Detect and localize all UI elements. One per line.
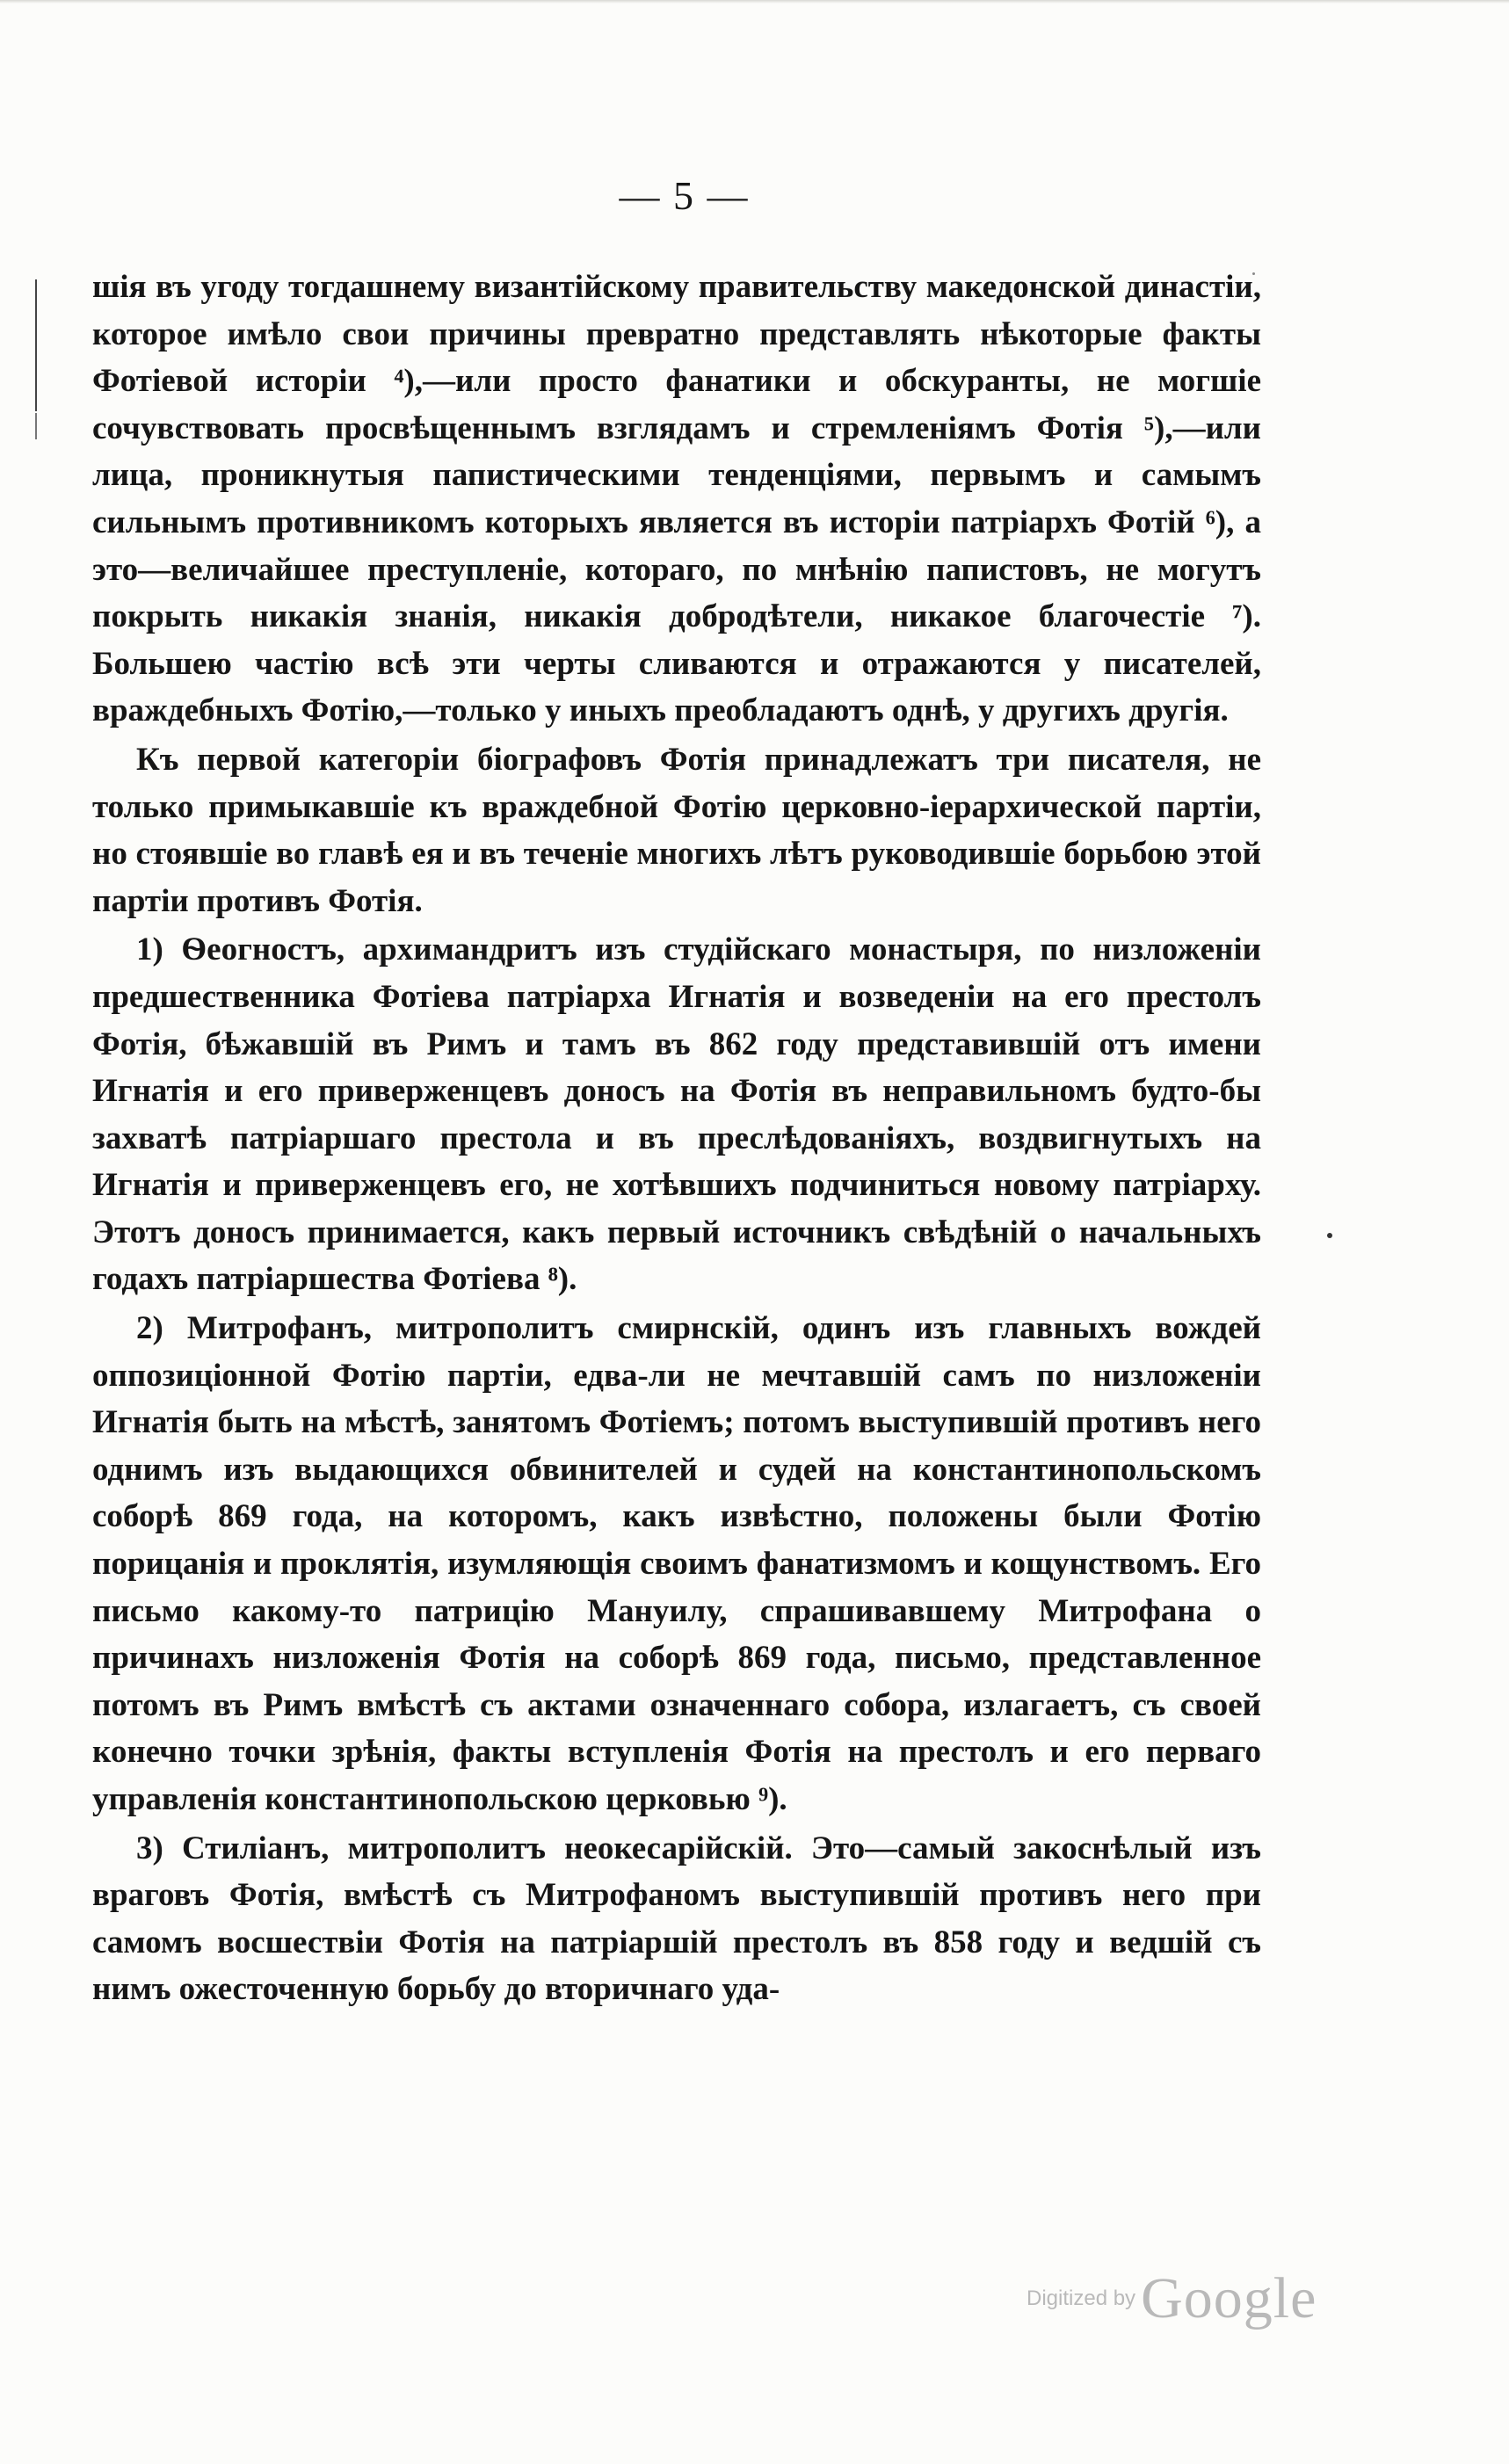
ink-speck: [1327, 1233, 1332, 1238]
paragraph-theognostus: 1) Ѳеогностъ, архимандритъ изъ студійскаго монастыря, по низложеніи предшественника Фотіева патріарха Игнатія и возведеніи на его престолъ Фотія, бѣжавшій въ Римъ и тамъ въ 862 году представившій отъ имени Игнатія и его приверженцевъ доносъ на Фотія въ неправильномъ будто-бы захватѣ патріаршаго престола и въ преслѣдованіяхъ, воздвигнутыхъ на Игнатія и приверженцевъ его, не хотѣвшихъ подчиниться новому патріарху. Этотъ доносъ принимается, какъ первый источникъ свѣдѣній о начальныхъ годахъ патріаршества Фотіева ⁸).: [92, 931, 1261, 1298]
body-text: [92, 264, 1261, 2015]
paragraph-first-category: Къ первой категоріи біографовъ Фотія принадлежатъ три писателя, не только примыкавшіе къ враждебной Фотію церковно-іерархической партіи, но стоявшіе во главѣ ея и въ теченіе многихъ лѣтъ руководившіе борьбою этой партіи противъ Фотія.: [92, 741, 1261, 919]
digitized-by-google-watermark: [1027, 2265, 1317, 2332]
margin-pencil-mark-lower: [35, 413, 37, 439]
paragraph-metrophanes: 2) Митрофанъ, митрополитъ смирнскій, одинъ изъ главныхъ вождей оппозиціонной Фотію партіи, едва-ли не мечтавшій самъ по низложеніи Игнатія быть на мѣстѣ, занятомъ Фотіемъ; потомъ выступившій противъ него однимъ изъ выдающихся обвинителей и судей на константинопольскомъ соборѣ 869 года, на которомъ, какъ извѣстно, положены были Фотію порицанія и проклятія, изумляющія своимъ фанатизмомъ и кощунствомъ. Его письмо какому-то патрицію Мануилу, спрашивавшему Митрофана о причинахъ низложенія Фотія на соборѣ 869 года, письмо, представленное потомъ въ Римъ вмѣстѣ съ актами означеннаго собора, излагаетъ, съ своей конечно точки зрѣнія, факты вступленія Фотія на престолъ и его перваго управленія константинопольскою церковью ⁹).: [92, 1310, 1261, 1817]
paragraph-stylianus: 3) Стиліанъ, митрополитъ неокесарійскій. Это—самый закоснѣлый изъ враговъ Фотія, вмѣстѣ съ Митрофаномъ выступившій противъ него при самомъ восшествіи Фотія на патріаршій престолъ въ 858 году и ведшій съ нимъ ожесточенную борьбу до вторичнаго уда-: [92, 1830, 1261, 2008]
margin-pencil-mark: [35, 279, 37, 411]
paragraph-continuation: шія въ угоду тогдашнему византійскому правительству македонской династіи, которое имѣло свои причины превратно представлять нѣкоторые факты Фотіевой исторіи ⁴),—или просто фанатики и обскуранты, не могшіе сочувствовать просвѣщеннымъ взглядамъ и стремленіямъ Фотія ⁵),—или лица, проникнутыя папистическими тенденціями, первымъ и самымъ сильнымъ противникомъ которыхъ является въ исторіи патріархъ Фотій ⁶), а это—величайшее преступленіе, котораго, по мнѣнію папистовъ, не могутъ покрыть никакія знанія, никакія добродѣтели, никакое благочестіе ⁷). Большею частію всѣ эти черты сливаются и отражаются у писателей, враждебныхъ Фотію,—только у иныхъ преобладаютъ однѣ, у другихъ другія.: [92, 269, 1261, 729]
scan-top-edge: [0, 0, 1509, 4]
digitized-by-label: Digitized by: [1027, 2286, 1136, 2310]
page-number: — 5 —: [619, 173, 750, 218]
google-logo: Google: [1141, 2266, 1317, 2330]
